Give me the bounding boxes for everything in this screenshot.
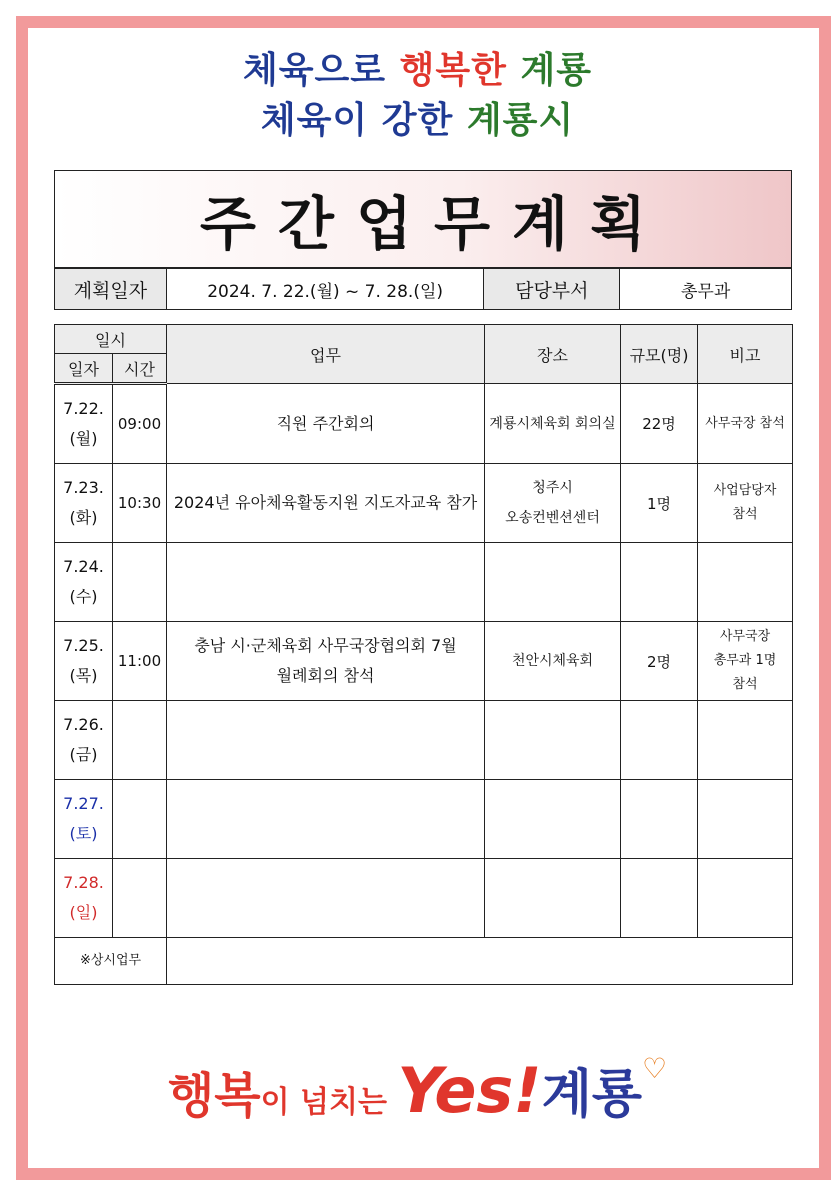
page-title: 주간업무계획 — [199, 190, 669, 258]
plan-date-value: 2024. 7. 22.(월) ~ 7. 28.(일) — [166, 269, 484, 310]
table-row — [55, 464, 793, 543]
row-task — [167, 859, 485, 938]
footer-content — [167, 938, 793, 985]
info-table — [54, 268, 792, 310]
table-row — [55, 701, 793, 780]
bottom-slogan-part4: 계룡 — [541, 1065, 643, 1125]
footer-label: ※상시업무 — [55, 938, 167, 985]
row-time — [113, 859, 167, 938]
slogan-line-2-part-1: 강한 — [381, 100, 467, 141]
row-scale: 1명 — [621, 464, 698, 543]
row-note: 사업담당자 참석 — [698, 464, 793, 543]
row-time — [113, 701, 167, 780]
table-row — [55, 543, 793, 622]
row-date: 7.26. (금) — [55, 701, 113, 780]
bottom-slogan-part1: 행복 — [167, 1068, 261, 1124]
row-task — [167, 780, 485, 859]
row-task — [167, 543, 485, 622]
row-note — [698, 859, 793, 938]
header-task: 업무 — [167, 325, 485, 384]
row-date: 7.27. (토) — [55, 780, 113, 859]
row-scale: 22명 — [621, 384, 698, 464]
row-time: 11:00 — [113, 622, 167, 701]
header-datetime: 일시 — [55, 325, 167, 354]
table-row — [55, 859, 793, 938]
bottom-slogan-logo — [0, 1052, 835, 1127]
slogan-line-2-part-2: 계룡시 — [466, 100, 575, 141]
slogan-line-1 — [0, 42, 835, 93]
row-note — [698, 543, 793, 622]
row-date: 7.23. (화) — [55, 464, 113, 543]
header-place: 장소 — [485, 325, 621, 384]
dept-label: 담당부서 — [484, 269, 620, 310]
row-time — [113, 543, 167, 622]
bottom-slogan-part3: Yes! — [397, 1054, 542, 1127]
row-note — [698, 701, 793, 780]
row-date: 7.28. (일) — [55, 859, 113, 938]
row-scale: 2명 — [621, 622, 698, 701]
table-row — [55, 780, 793, 859]
row-scale — [621, 859, 698, 938]
row-note — [698, 780, 793, 859]
row-place — [485, 780, 621, 859]
table-row — [55, 384, 793, 464]
schedule-table — [54, 324, 793, 985]
row-note: 사무국장 참석 — [698, 384, 793, 464]
row-place: 천안시체육회 — [485, 622, 621, 701]
table-row — [55, 622, 793, 701]
bottom-slogan-part2: 이 넘치는 — [260, 1085, 398, 1120]
slogan-line-1-part-1: 행복한 — [399, 50, 521, 91]
row-scale — [621, 780, 698, 859]
row-place: 청주시 오송컨벤션센터 — [485, 464, 621, 543]
row-place — [485, 701, 621, 780]
header-scale: 규모(명) — [621, 325, 698, 384]
row-date: 7.24. (수) — [55, 543, 113, 622]
slogan-line-2-part-0: 체육이 — [260, 100, 382, 141]
row-place — [485, 859, 621, 938]
row-scale — [621, 701, 698, 780]
row-task: 2024년 유아체육활동지원 지도자교육 참가 — [167, 464, 485, 543]
row-scale — [621, 543, 698, 622]
slogan-line-2 — [0, 92, 835, 143]
row-task — [167, 701, 485, 780]
heart-icon: ♡ — [642, 1052, 668, 1085]
slogan-line-1-part-2: 계룡 — [520, 50, 593, 91]
row-time — [113, 780, 167, 859]
header-date: 일자 — [55, 354, 113, 384]
row-place: 계룡시체육회 회의실 — [485, 384, 621, 464]
row-time: 09:00 — [113, 384, 167, 464]
dept-value: 총무과 — [620, 269, 792, 310]
row-task: 직원 주간회의 — [167, 384, 485, 464]
header-time: 시간 — [113, 354, 167, 384]
plan-date-label: 계획일자 — [55, 269, 167, 310]
header-note: 비고 — [698, 325, 793, 384]
title-box — [54, 170, 792, 268]
row-date: 7.25. (목) — [55, 622, 113, 701]
row-task: 충남 시·군체육회 사무국장협의회 7월 월례회의 참석 — [167, 622, 485, 701]
row-date: 7.22. (월) — [55, 384, 113, 464]
slogan-line-1-part-0: 체육으로 — [242, 50, 400, 91]
row-time: 10:30 — [113, 464, 167, 543]
row-note: 사무국장 총무과 1명 참석 — [698, 622, 793, 701]
row-place — [485, 543, 621, 622]
